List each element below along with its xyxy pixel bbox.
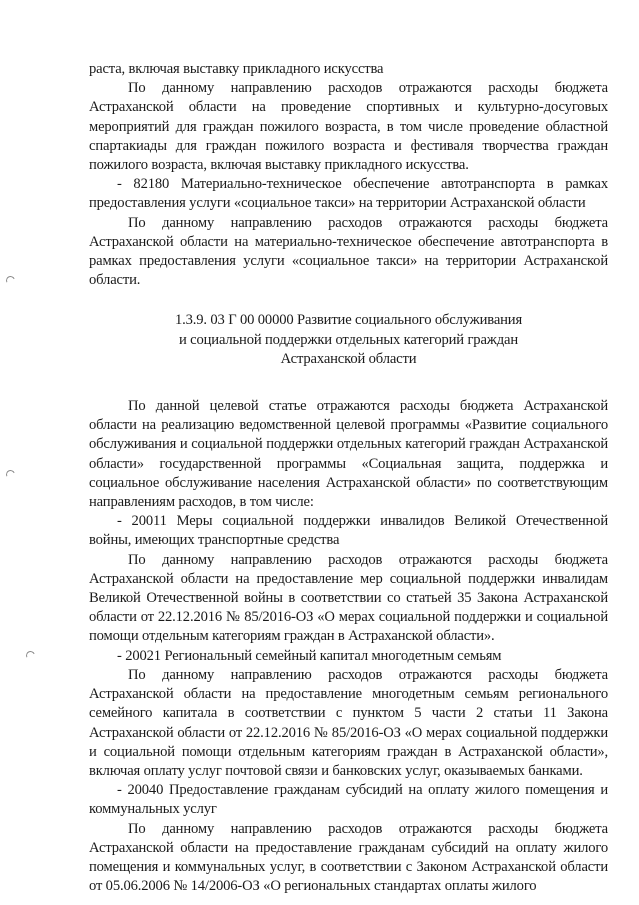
spacer bbox=[89, 290, 608, 311]
document-page bbox=[89, 60, 608, 896]
body-paragraph: По данному направлению расходов отражаются расходы бюджета Астраханской области на материально-техническое обеспечение автотранспорта в рамках предоставления услуги «социальное такси» на территории Астраханской области. bbox=[89, 214, 608, 289]
expense-code-item: - 20040 Предоставление гражданам субсидий на оплату жилого помещения и коммунальных услуг bbox=[89, 782, 608, 818]
punch-hole-mark bbox=[5, 275, 17, 287]
section-heading-line: и социальной поддержки отдельных категорий граждан bbox=[179, 331, 518, 348]
punch-hole-mark bbox=[25, 650, 37, 662]
section-heading-line: Астраханской области bbox=[280, 350, 417, 367]
expense-code-item: - 82180 Материально-техническое обеспечение автотранспорта в рамках предоставления услуги «социальное такси» на территории Астраханской области bbox=[89, 176, 608, 212]
section-heading bbox=[89, 311, 608, 369]
section-heading-line: 1.3.9. 03 Г 00 00000 Развитие социального обслуживания bbox=[174, 312, 523, 329]
bottom-paragraphs bbox=[89, 397, 608, 896]
spacer bbox=[89, 369, 608, 397]
body-paragraph: По данной целевой статье отражаются расходы бюджета Астраханской области на реализацию ведомственной целевой программы «Развитие социального обслуживания и социальной поддержки отдельных категорий граждан Астраханской области» государственной программы «Социальная защита, поддержка и социальное обслуживание населения Астраханской области» по соответствующим направлениям расходов, в том числе: bbox=[89, 398, 608, 511]
expense-code-item: - 20021 Региональный семейный капитал многодетным семьям bbox=[117, 647, 502, 664]
body-paragraph: По данному направлению расходов отражаются расходы бюджета Астраханской области на предоставление гражданам субсидий на оплату жилого помещения и коммунальных услуг, в соответствии с Законом Астраханской области от 05.06.2006 № 14/2006-ОЗ «О региональных стандартах оплаты жилого bbox=[89, 820, 608, 895]
top-paragraphs bbox=[89, 60, 608, 290]
expense-code-item: - 20011 Меры социальной поддержки инвалидов Великой Отечественной войны, имеющих транспортные средства bbox=[89, 513, 608, 549]
body-paragraph: По данному направлению расходов отражаются расходы бюджета Астраханской области на предоставление многодетным семьям регионального семейного капитала в соответствии с пунктом 5 части 2 статьи 11 Закона Астраханской области от 22.12.2016 № 85/2016-ОЗ «О мерах социальной поддержки и социальной помощи отдельным категориям граждан в Астраханской области», включая оплату услуг почтовой связи и банковских услуг, оказываемых банками. bbox=[89, 666, 608, 779]
body-paragraph: По данному направлению расходов отражаются расходы бюджета Астраханской области на предоставление мер социальной поддержки инвалидам Великой Отечественной войны в соответствии со статьей 35 Закона Астраханской области от 22.12.2016 № 85/2016-ОЗ «О мерах социальной поддержки и социальной помощи отдельным категориям граждан в Астраханской области». bbox=[89, 551, 608, 645]
punch-hole-mark bbox=[5, 469, 17, 481]
body-paragraph: раста, включая выставку прикладного искусства bbox=[89, 61, 384, 77]
body-paragraph: По данному направлению расходов отражаются расходы бюджета Астраханской области на проведение спортивных и культурно-досуговых мероприятий для граждан пожилого возраста, в том числе проведение областной спартакиады для граждан пожилого возраста и фестиваля творчества граждан пожилого возраста, включая выставку прикладного искусства. bbox=[89, 80, 608, 174]
